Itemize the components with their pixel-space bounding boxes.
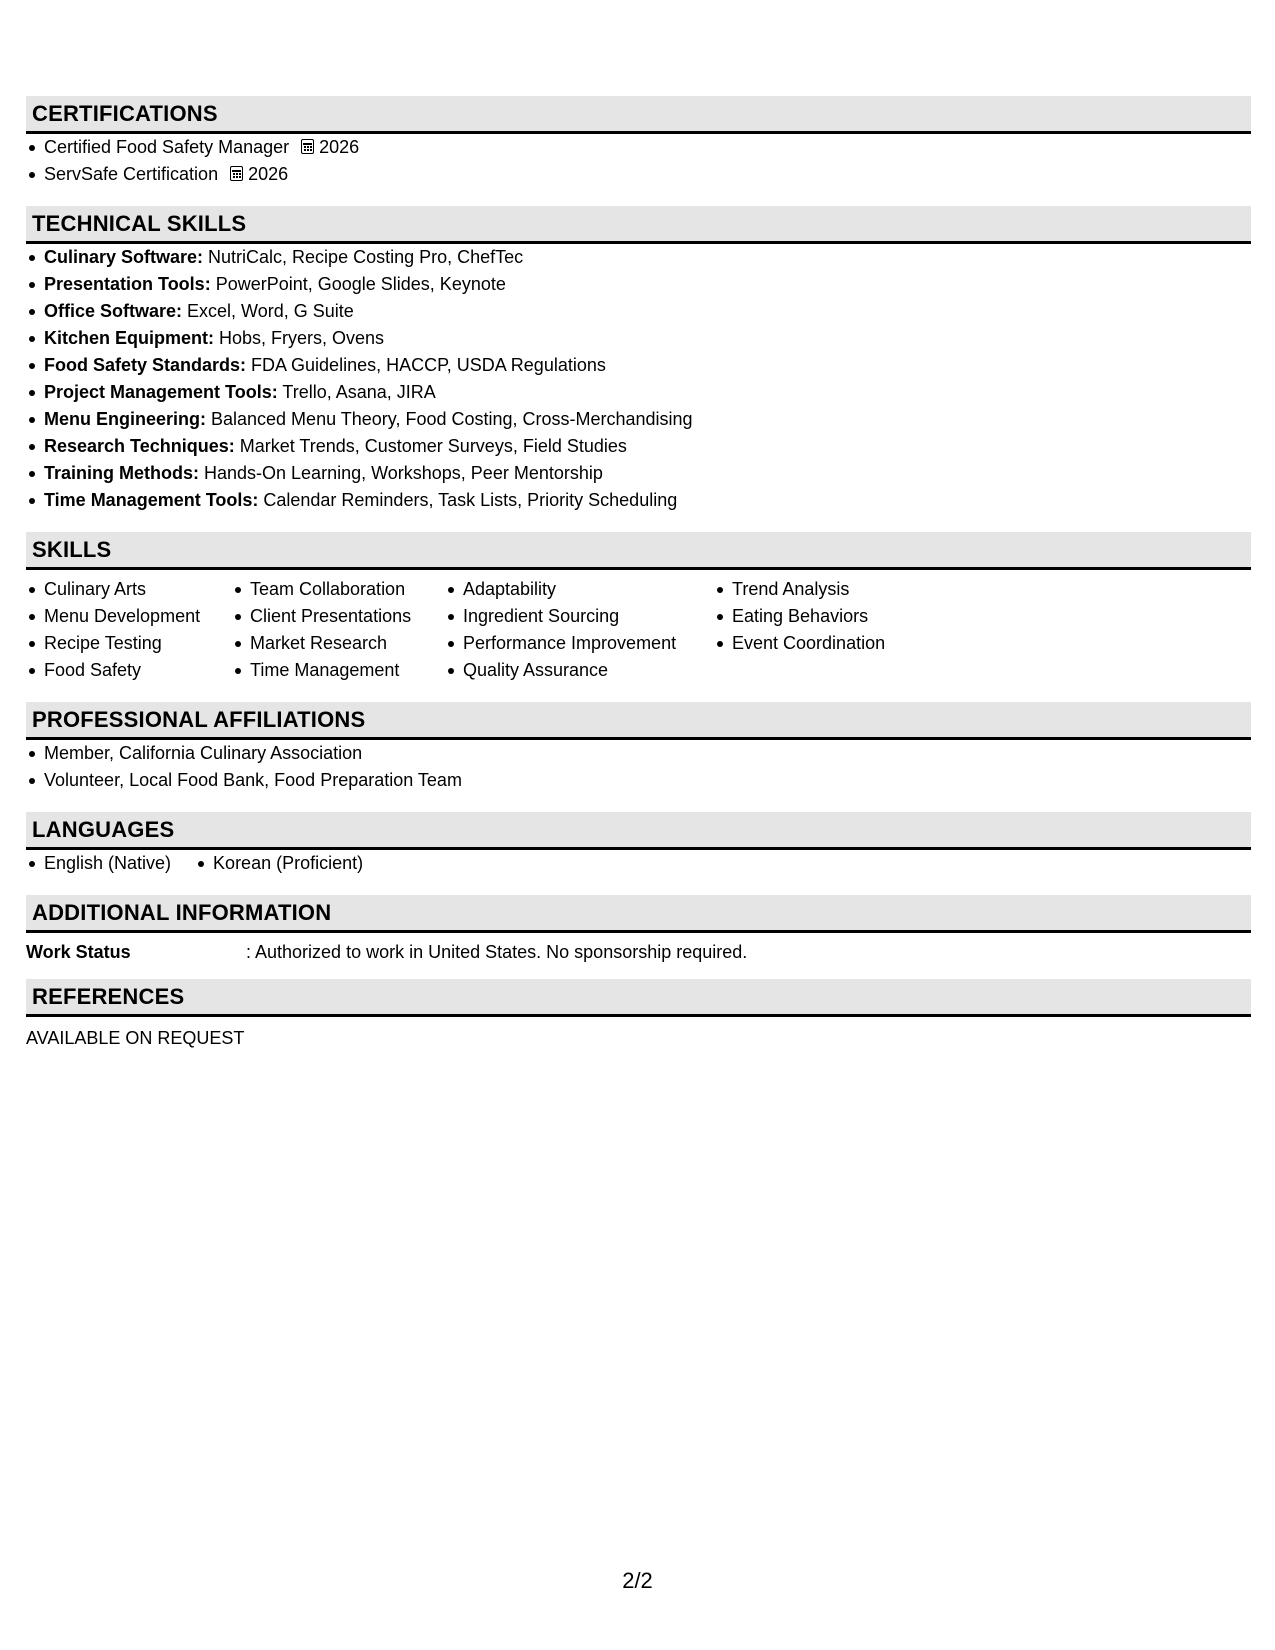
- skill-label: Menu Engineering:: [44, 409, 206, 429]
- list-item: Adaptability: [445, 576, 714, 603]
- skill-value: Hands-On Learning, Workshops, Peer Mentorship: [199, 463, 603, 483]
- certification-year: 2026: [319, 137, 360, 157]
- section-title: LANGUAGES: [32, 816, 175, 842]
- list-item: Trend Analysis: [714, 576, 974, 603]
- certifications-section: [26, 96, 1251, 188]
- skill-label: Kitchen Equipment:: [44, 328, 214, 348]
- certification-name: ServSafe Certification: [44, 164, 219, 184]
- skill-label: Food Safety Standards:: [44, 355, 247, 375]
- list-item: Performance Improvement: [445, 630, 714, 657]
- references-text: AVAILABLE ON REQUEST: [26, 1028, 245, 1048]
- section-title: SKILLS: [32, 536, 112, 562]
- list-item: Event Coordination: [714, 630, 974, 657]
- page-number: 2/2: [622, 1568, 653, 1593]
- list-item: [26, 244, 1251, 271]
- technical-skills-list: [26, 244, 1251, 514]
- work-status-label: Work Status: [26, 942, 131, 962]
- skills-column: [445, 576, 714, 684]
- section-header: [26, 532, 1251, 570]
- skills-column: [714, 576, 974, 684]
- list-item: [26, 487, 1251, 514]
- certification-year: 2026: [248, 164, 289, 184]
- section-header: [26, 96, 1251, 134]
- list-item: [26, 134, 1251, 161]
- skill-label: Office Software:: [44, 301, 183, 321]
- spacer: [26, 188, 1251, 206]
- additional-info-section: [26, 895, 1251, 965]
- list-item: Culinary Arts: [26, 576, 232, 603]
- list-item: [26, 325, 1251, 352]
- skill-label: Presentation Tools:: [44, 274, 211, 294]
- skill-value: Market Trends, Customer Surveys, Field Studies: [234, 436, 627, 456]
- spacer: [26, 877, 1251, 895]
- list-item: Client Presentations: [232, 603, 445, 630]
- section-title: PROFESSIONAL AFFILIATIONS: [32, 706, 366, 732]
- list-item: Ingredient Sourcing: [445, 603, 714, 630]
- list-item: Team Collaboration: [232, 576, 445, 603]
- section-title: TECHNICAL SKILLS: [32, 210, 247, 236]
- skill-label: Research Techniques:: [44, 436, 235, 456]
- technical-skills-section: [26, 206, 1251, 514]
- skill-value: FDA Guidelines, HACCP, USDA Regulations: [246, 355, 606, 375]
- list-item: [26, 161, 1251, 188]
- skill-label: Training Methods:: [44, 463, 199, 483]
- skills-grid: [26, 570, 1251, 684]
- skills-column: [26, 576, 232, 684]
- list-item: [26, 406, 1251, 433]
- skill-label: Time Management Tools:: [44, 490, 259, 510]
- calendar-icon: [301, 139, 314, 154]
- list-item: [26, 298, 1251, 325]
- skill-value: Excel, Word, G Suite: [182, 301, 354, 321]
- resume-page: [26, 96, 1251, 1051]
- work-status-row: [26, 933, 1251, 965]
- certifications-list: [26, 134, 1251, 188]
- list-item: [26, 433, 1251, 460]
- skill-value: Balanced Menu Theory, Food Costing, Cross-Merchandising: [206, 409, 693, 429]
- skill-label: Project Management Tools:: [44, 382, 278, 402]
- section-title: ADDITIONAL INFORMATION: [32, 899, 332, 925]
- list-item: [26, 352, 1251, 379]
- skill-value: PowerPoint, Google Slides, Keynote: [210, 274, 506, 294]
- list-item: Quality Assurance: [445, 657, 714, 684]
- section-header: [26, 702, 1251, 740]
- references-section: [26, 979, 1251, 1051]
- languages-section: [26, 812, 1251, 877]
- skill-value: Hobs, Fryers, Ovens: [214, 328, 385, 348]
- skill-value: Calendar Reminders, Task Lists, Priority Scheduling: [258, 490, 678, 510]
- section-header: [26, 812, 1251, 850]
- skill-value: Trello, Asana, JIRA: [277, 382, 436, 402]
- skills-column: [232, 576, 445, 684]
- section-title: REFERENCES: [32, 983, 185, 1009]
- list-item: [26, 271, 1251, 298]
- skill-label: Culinary Software:: [44, 247, 204, 267]
- list-item: Food Safety: [26, 657, 232, 684]
- list-item: [26, 460, 1251, 487]
- skills-section: [26, 532, 1251, 684]
- affiliations-list: [26, 740, 1251, 794]
- spacer: [26, 794, 1251, 812]
- list-item: Time Management: [232, 657, 445, 684]
- work-status-value: : Authorized to work in United States. No sponsorship required.: [246, 942, 748, 962]
- certification-name: Certified Food Safety Manager: [44, 137, 290, 157]
- affiliations-section: [26, 702, 1251, 794]
- calendar-icon: [230, 166, 243, 181]
- list-item: Member, California Culinary Association: [26, 740, 1251, 767]
- list-item: [26, 379, 1251, 406]
- list-item: Recipe Testing: [26, 630, 232, 657]
- list-item: Korean (Proficient): [195, 850, 363, 877]
- skill-value: NutriCalc, Recipe Costing Pro, ChefTec: [203, 247, 524, 267]
- list-item: Menu Development: [26, 603, 232, 630]
- section-header: [26, 979, 1251, 1017]
- list-item: Eating Behaviors: [714, 603, 974, 630]
- spacer: [26, 514, 1251, 532]
- section-title: CERTIFICATIONS: [32, 100, 218, 126]
- languages-list: [26, 850, 1251, 877]
- spacer: [26, 965, 1251, 979]
- list-item: Market Research: [232, 630, 445, 657]
- spacer: [26, 684, 1251, 702]
- section-header: [26, 895, 1251, 933]
- list-item: Volunteer, Local Food Bank, Food Preparation Team: [26, 767, 1251, 794]
- section-header: [26, 206, 1251, 244]
- list-item: English (Native): [26, 850, 171, 877]
